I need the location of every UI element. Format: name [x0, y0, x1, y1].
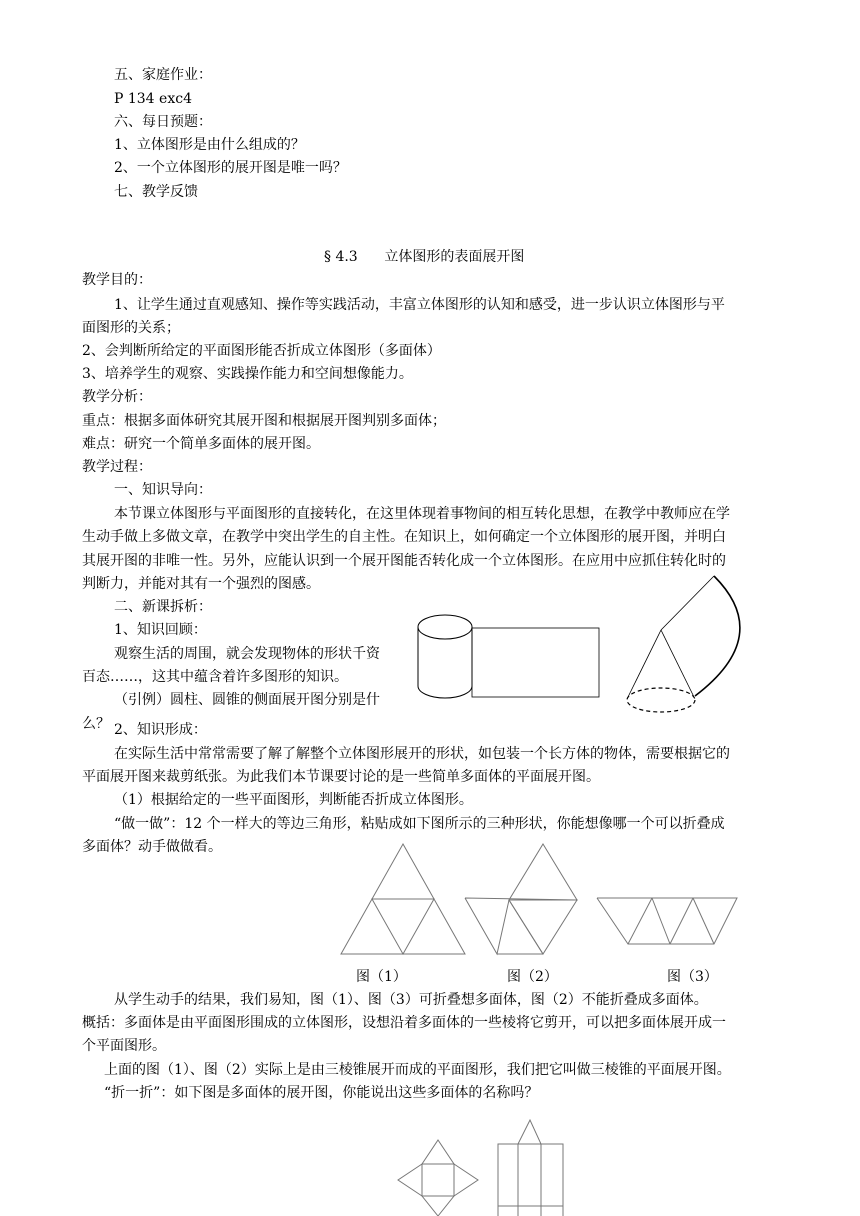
section-2-heading: 二、新课拆析： [114, 599, 212, 615]
goals-heading: 教学目的： [82, 272, 152, 288]
goal-3: 3、培养学生的观察、实践操作能力和空间想像能力。 [82, 366, 413, 382]
polyhedron-nets-figure [390, 1116, 580, 1216]
review-heading: 1、知识回顾： [114, 622, 207, 638]
goal-2: 2、会判断所给定的平面图形能否折成立体图形（多面体） [82, 343, 441, 359]
homework-heading: 五、家庭作业： [114, 67, 212, 83]
pyramid-net [398, 1140, 478, 1216]
net-figure-3 [597, 898, 737, 944]
preview-question-1: 1、立体图形是由什么组成的？ [114, 137, 305, 153]
cone-left-slant [628, 630, 661, 697]
example-line-a: （引例）圆柱、圆锥的侧面展开图分别是什 [114, 692, 380, 708]
section-1-paragraph-d: 判断力，并能对其有一个强烈的图感。 [82, 576, 320, 592]
cylinder-cone-net-figure [412, 570, 762, 720]
cone-right-slant [661, 630, 694, 697]
cone-net-arc [695, 576, 740, 696]
caption-figure-1: 图（1） [356, 969, 407, 985]
section-title: § 4.3 立体图形的表面展开图 [324, 249, 525, 265]
section-1-paragraph-b: 生动手做上多做文章，在教学中突出学生的自主性。在知识上，如何确定一个立体图形的展开图，并明白 [82, 529, 726, 545]
cone-base-ellipse [627, 688, 695, 712]
triangle-nets-figure [340, 840, 750, 960]
do-it-line-a: “做一做”：12 个一样大的等边三角形，粘贴成如下图所示的三种形状，你能想像哪一个可以折叠成 [114, 816, 725, 832]
formation-heading: 2、知识形成： [114, 722, 207, 738]
formation-paragraph-a: 在实际生活中常常需要了解了解整个立体图形展开的形状，如包装一个长方体的物体，需要根据它的 [114, 746, 730, 762]
key-point: 重点：根据多面体研究其展开图和根据展开图判别多面体； [82, 413, 446, 429]
review-paragraph-a: 观察生活的周围，就会发现物体的形状千资 [114, 646, 380, 662]
preview-question-2: 2、一个立体图形的展开图是唯一吗？ [114, 160, 347, 176]
goal-1-line-b: 面图形的关系； [82, 320, 180, 336]
caption-figure-3: 图（3） [667, 969, 718, 985]
goal-1-line-a: 1、让学生通过直观感知、操作等实践活动，丰富立体图形的认知和感受，进一步认识立体图形与平 [114, 297, 725, 313]
cylinder-lateral-rectangle [472, 628, 599, 697]
feedback-heading: 七、教学反馈 [114, 184, 198, 200]
net-figure-1 [341, 844, 465, 954]
fold-it-line: “折一折”：如下图是多面体的展开图，你能说出这些多面体的名称吗？ [104, 1085, 539, 1101]
analysis-heading: 教学分析： [82, 389, 152, 405]
example-line-b: 么？ [82, 716, 110, 732]
cylinder-top-ellipse [418, 615, 472, 639]
caption-figure-2: 图（2） [507, 969, 558, 985]
prism-net [498, 1120, 563, 1216]
summary-line-a: 概括：多面体是由平面图形围成的立体图形，设想沿着多面体的一些棱将它剪开，可以把多面体展开成一 [82, 1015, 726, 1031]
step-1: （1）根据给定的一些平面图形，判断能否折成立体图形。 [114, 792, 473, 808]
result-paragraph: 从学生动手的结果，我们易知，图（1）、图（3）可折叠想多面体，图（2）不能折叠成多面体。 [114, 992, 708, 1008]
section-1-heading: 一、知识导向： [114, 482, 212, 498]
review-paragraph-b: 百态……，这其中蕴含着许多图形的知识。 [82, 669, 348, 685]
homework-item: P 134 exc4 [114, 91, 192, 107]
difficult-point: 难点：研究一个简单多面体的展开图。 [82, 436, 320, 452]
preview-heading: 六、每日预题： [114, 114, 212, 130]
formation-paragraph-b: 平面展开图来裁剪纸张。为此我们本节课要讨论的是一些简单多面体的平面展开图。 [82, 769, 600, 785]
do-it-line-b: 多面体？动手做做看。 [82, 839, 222, 855]
above-paragraph: 上面的图（1）、图（2）实际上是由三棱锥展开而成的平面图形，我们把它叫做三棱锥的平面展开图。 [104, 1062, 731, 1078]
cone-net-slant-upper [661, 576, 714, 630]
section-1-paragraph-c: 其展开图的非唯一性。另外，应能认识到一个展开图能否转化成一个立体图形。在应用中应抓住转化时的 [82, 553, 726, 569]
process-heading: 教学过程： [82, 459, 152, 475]
summary-line-b: 个平面图形。 [82, 1038, 166, 1054]
section-1-paragraph-a: 本节课立体图形与平面图形的直接转化，在这里体现着事物间的相互转化思想，在教学中教师应在学 [114, 506, 730, 522]
cylinder-bottom-arc [418, 686, 472, 698]
net-figure-2 [465, 844, 577, 954]
